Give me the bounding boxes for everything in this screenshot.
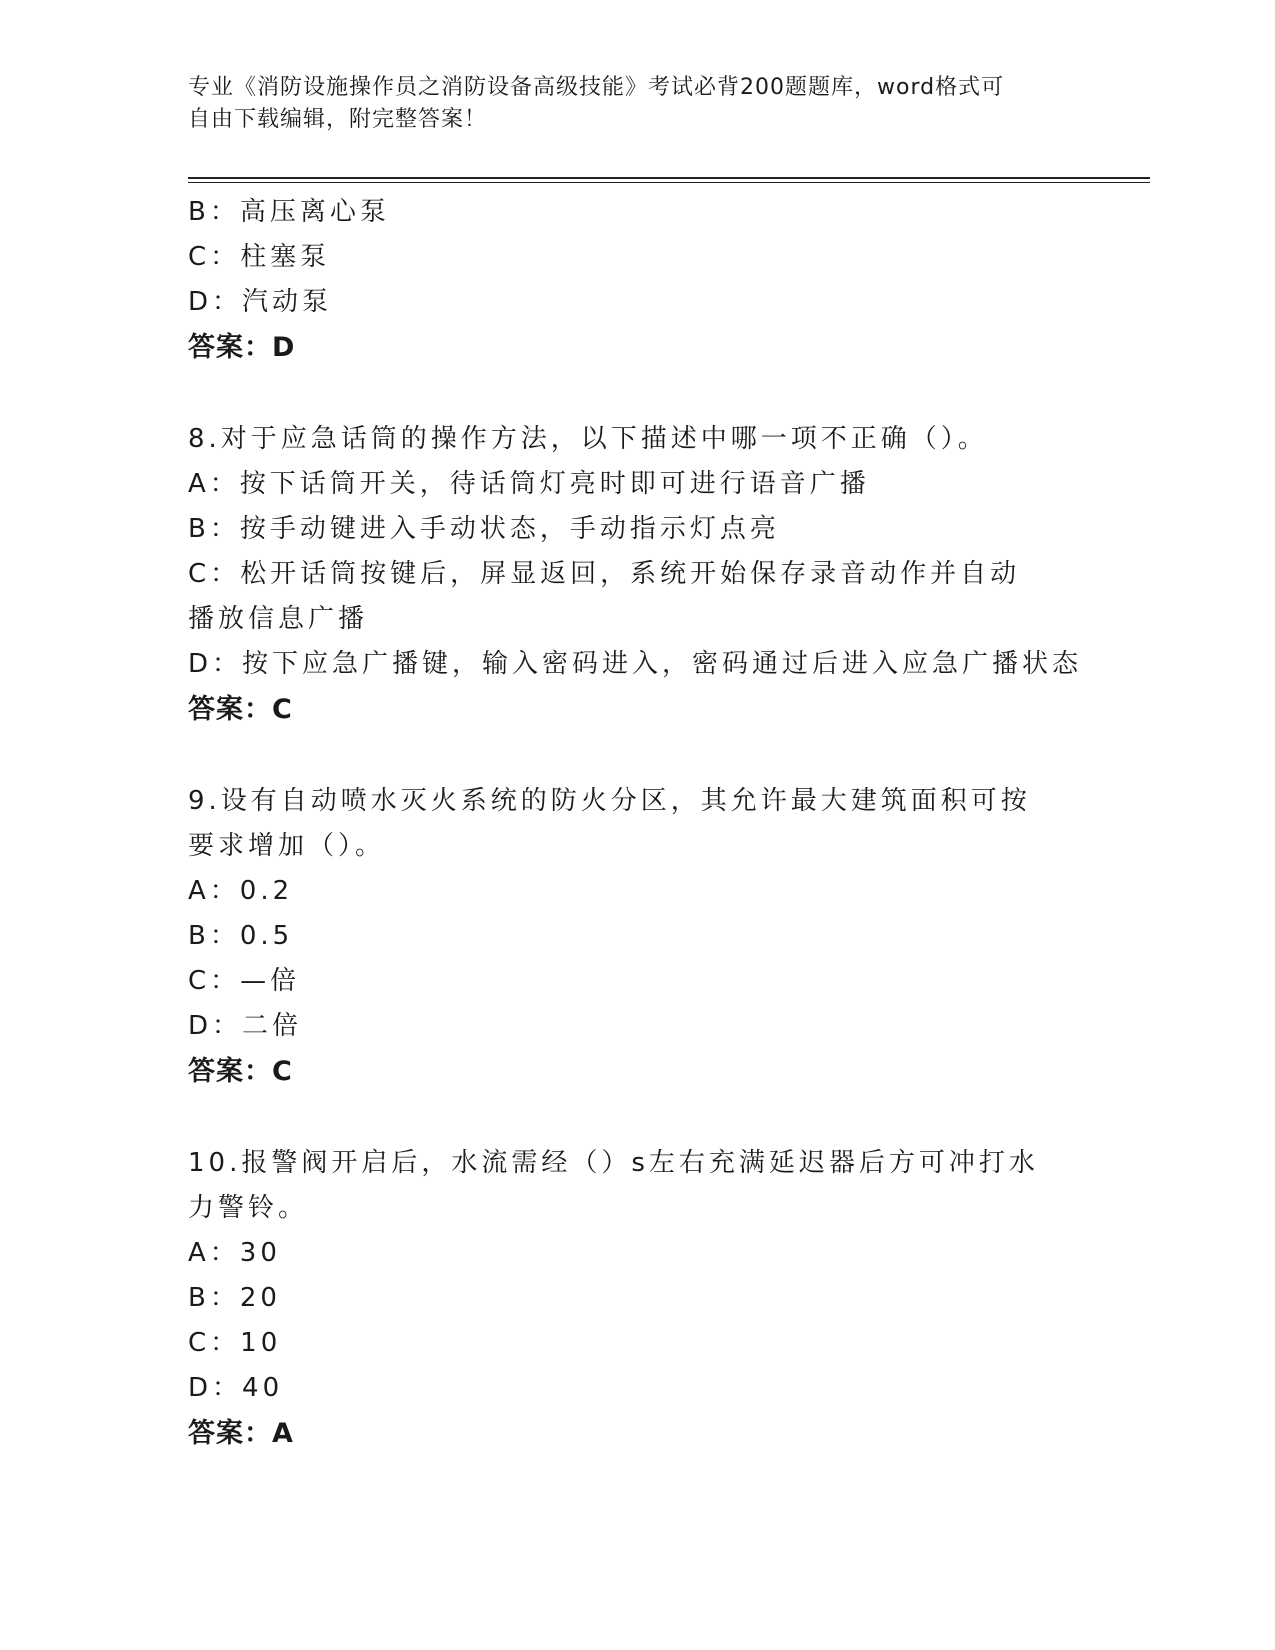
header-title-line2: 自由下载编辑，附完整答案！ xyxy=(188,107,488,132)
answer: 答案：C xyxy=(188,694,293,725)
answer: 答案：A xyxy=(188,1418,294,1449)
option-d: D：汽动泵 xyxy=(188,287,333,317)
question-10 xyxy=(188,1141,1088,1457)
option-b: B：0.5 xyxy=(188,921,294,951)
header-rule-thick xyxy=(188,177,1150,179)
question-stem: 8.对于应急话筒的操作方法，以下描述中哪一项不正确（）。 xyxy=(188,424,988,454)
question-stem: 9.设有自动喷水灭火系统的防火分区，其允许最大建筑面积可按要求增加（）。 xyxy=(188,786,1031,861)
question-7-tail xyxy=(188,190,1088,371)
option-a: A：30 xyxy=(188,1238,281,1268)
header-rule-thin xyxy=(188,182,1150,183)
option-c: C：10 xyxy=(188,1328,282,1358)
question-8 xyxy=(188,417,1088,733)
option-c: C：柱塞泵 xyxy=(188,242,331,272)
option-b: B：按手动键进入手动状态，手动指示灯点亮 xyxy=(188,514,780,544)
header-title-line1: 专业《消防设施操作员之消防设备高级技能》考试必背200题题库，word格式可 xyxy=(188,75,1005,100)
question-stem: 10.报警阀开启后，水流需经（）s左右充满延迟器后方可冲打水力警铃。 xyxy=(188,1148,1039,1223)
option-b: B：高压离心泵 xyxy=(188,197,390,227)
document-header xyxy=(188,72,1068,136)
option-d: D：二倍 xyxy=(188,1011,303,1041)
option-d: D：40 xyxy=(188,1373,284,1403)
option-a: A：按下话筒开关，待话筒灯亮时即可进行语音广播 xyxy=(188,469,870,499)
option-b: B：20 xyxy=(188,1283,281,1313)
answer: 答案：D xyxy=(188,332,296,363)
answer: 答案：C xyxy=(188,1056,293,1087)
option-c: C：松开话筒按键后，屏显返回，系统开始保存录音动作并自动播放信息广播 xyxy=(188,559,1021,634)
question-list xyxy=(188,190,1088,1457)
option-a: A：0.2 xyxy=(188,876,294,906)
question-9 xyxy=(188,779,1088,1095)
option-c: C：—倍 xyxy=(188,966,301,996)
option-d: D：按下应急广播键，输入密码进入，密码通过后进入应急广播状态 xyxy=(188,649,1083,679)
